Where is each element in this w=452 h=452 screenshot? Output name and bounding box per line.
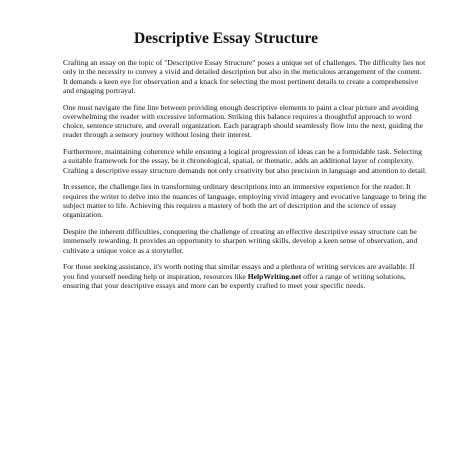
paragraph-3: Furthermore, maintaining coherence while ensuring a logical progression of ideas can be a formidable task. Selecting a suitable framework for the essay, be it chronological, spatial, or thematic, adds an additional layer of complexity. Crafting a descriptive essay structure demands not only creativity but also precision in language and attention to detail. <box>63 147 427 175</box>
document-body <box>63 58 427 298</box>
paragraph-4: In essence, the challenge lies in transforming ordinary descriptions into an immersive experience for the reader. It requires the writer to delve into the nuances of language, employing vivid imagery and evocative language to bring the subject matter to life. Achieving this requires a mastery of both the art of description and the science of essay organization. <box>63 182 427 220</box>
paragraph-6-before: For those seeking assistance, it's worth noting that similar essays and a plethora of writing services are available. If you find yourself needing help or inspiration, resources like <box>63 262 415 281</box>
paragraph-2: One must navigate the fine line between providing enough descriptive elements to paint a clear picture and avoiding overwhelming the reader with excessive information. Striking this balance requires a thoughtful approach to word choice, sentence structure, and overall organization. Each paragraph should seamlessly flow into the next, guiding the reader through a sensory journey without losing their interest. <box>63 102 424 140</box>
paragraph-6-after: offer a range of writing solutions, ensuring that your descriptive essays and more can be expertly crafted to meet your specific needs. <box>63 271 406 290</box>
paragraph-1: Crafting an essay on the topic of "Descriptive Essay Structure" poses a unique set of challenges. The difficulty lies not only in the necessity to convey a vivid and detailed description but also in the meticulous arrangement of the content. It demands a keen eye for observation and a knack for selecting the most pertinent details to create a comprehensive and engaging portrayal. <box>63 58 426 95</box>
paragraph-5: Despite the inherent difficulties, conquering the challenge of creating an effective descriptive essay structure can be immensely rewarding. It provides an opportunity to sharpen writing skills, develop a keen sense of observation, and cultivate a unique voice as a storyteller. <box>63 227 418 255</box>
helpwriting-link[interactable]: HelpWriting.net <box>247 271 302 281</box>
paragraph-6 <box>63 262 427 290</box>
document-title: Descriptive Essay Structure <box>134 30 318 47</box>
